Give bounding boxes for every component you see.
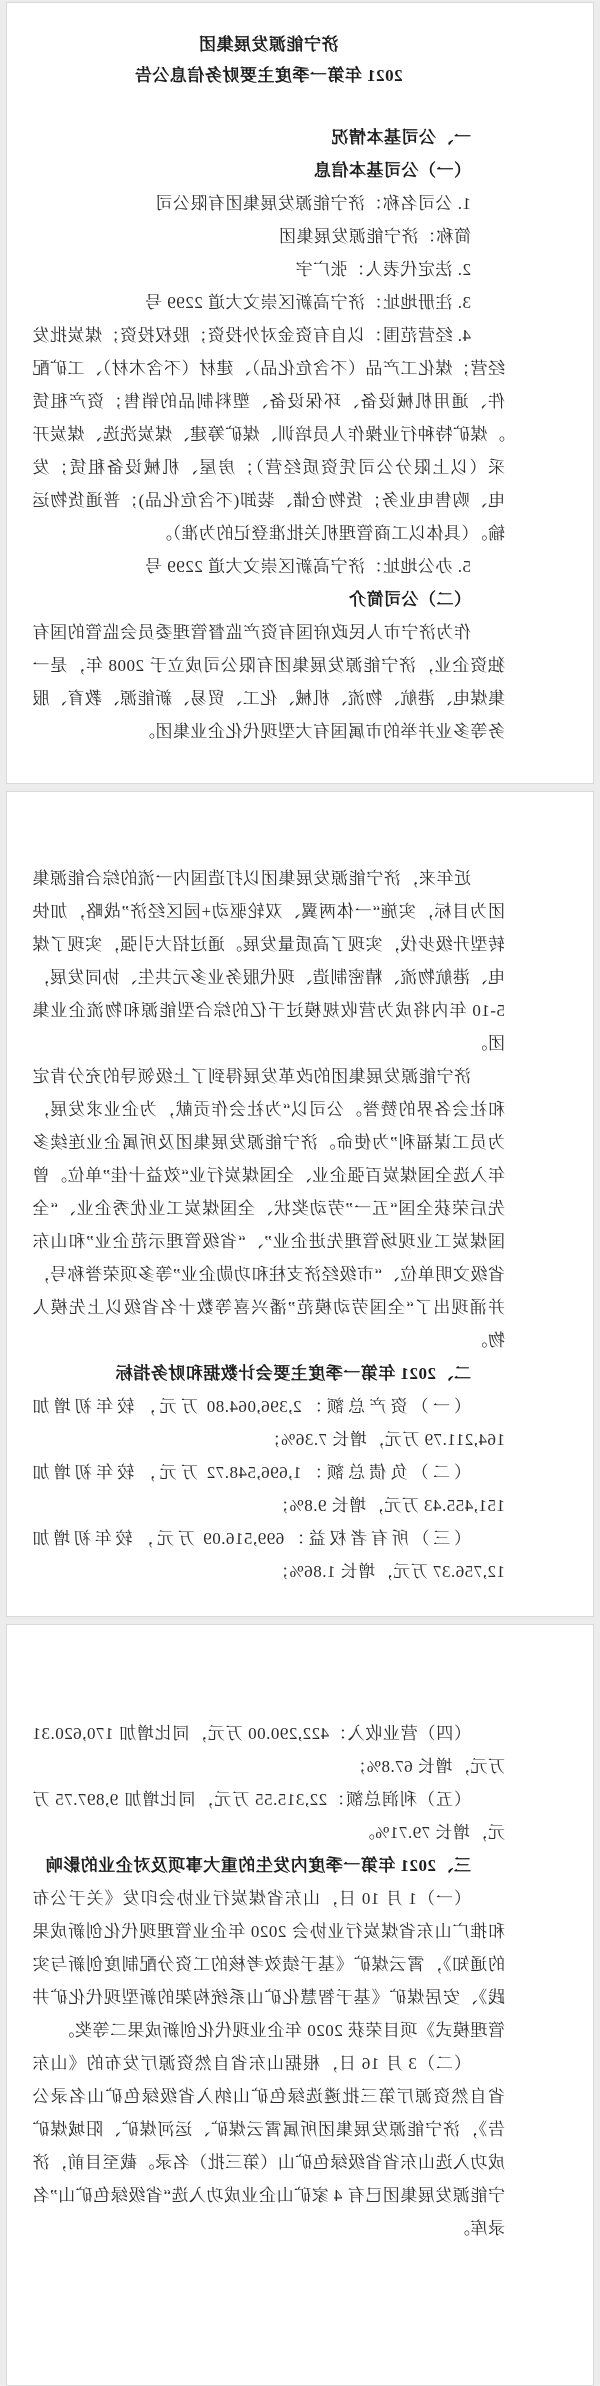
section-3-heading: 三、2021 年第一季度内发生的重大事项及对企业的影响 [45,1856,471,1875]
document-page-3 [6,1624,594,2386]
document-page-1 [6,2,594,784]
doc-title-line-1: 济宁能源发展集团 [198,35,339,54]
section-1-2-heading: （二）公司简介 [348,590,471,609]
company-short-name-line: 简称：济宁能源发展集团 [278,227,471,246]
major-event-1-para: （一）1 月 10 日，山东省煤炭行业协会印发《关于公布和推广山东省煤炭行业协会 2020 年企业管理现代化创新成果的通知》，霄云煤矿《基于绩效考核的工资分配制度创新与实践》、安居煤矿《基于智慧化矿山系统构架的新型现代化矿井管理模式》项目荣获 2020 年企业现代化创新成果二等奖。 [32,1889,505,2040]
company-name-line: 1. 公司名称：济宁能源发展集团有限公司 [155,194,471,213]
major-event-2-para: （二）3 月 16 日，根据山东省自然资源厅发布的《山东省自然资源厅第三批遴选绿色矿山纳入省级绿色矿山名录公告》，济宁能源发展集团所属霄云煤矿、运河煤矿、阳城煤矿成功入选山东省省级绿色矿山（第三批）名录。截至目前，济宁能源发展集团已有 4 家矿山企业成功入选“省级绿色矿山”名录库。 [32,2054,505,2238]
honors-overview-para: 济宁能源发展集团的改革发展得到了上级领导的充分肯定和社会各界的赞誉。公司以“为社会作贡献，为企业求发展，为员工谋福利”为使命。济宁能源发展集团及所属企业连续多年入选全国煤炭百强企业、全国煤炭行业“效益十佳”单位。曾先后荣获全国“五一”劳动奖状、全国煤炭工业优秀企业、“全国煤炭工业现场管理先进企业”、“省级管理示范企业”和山东省级文明单位、“市级经济支柱和功勋企业”等多项荣誉称号，并涌现出了“全国劳动模范”潘兴喜等数十名省级以上先模人物。 [32,1067,505,1350]
section-2-heading: 二、2021 年第一季度主要会计数据和财务指标 [115,1364,471,1383]
doc-title-line-2: 2021 年第一季度主要财务信息公告 [134,66,403,85]
section-1-heading: 一、公司基本情况 [331,128,471,147]
owners-equity-line: （三）所有者权益：699,516.09 万元，较年初增加12,756.37 万元，增长 1.86%； [32,1529,505,1581]
document-page-2 [6,791,594,1617]
title-gap [32,91,505,121]
company-profile-para: 作为济宁市人民政府国有资产监督管理委员会监管的国有独资企业，济宁能源发展集团有限公司成立于 2008 年，是一集煤电、港航、物流、机械、化工、贸易、新能源、教育、服务等多业并举的市属国有大型现代化企业集团。 [32,623,505,741]
legal-representative-line: 2. 法定代表人：张广宇 [295,260,471,279]
total-assets-line: （一）资产总额：2,396,064.80 万元，较年初增加164,211.79 万元，增长 7.36%； [32,1397,505,1449]
total-profit-line: （五）利润总额：22,315.55 万元，同比增加 9,897.75 万元，增长 79.71%。 [32,1790,505,1842]
registered-address-line: 3. 注册地址：济宁高新区崇文大道 2299 号 [144,293,471,312]
development-overview-para: 近年来，济宁能源发展集团以打造国内一流的综合能源集团为目标，实施“一体两翼、双轮驱动+园区经济”战略，加快转型升级步伐，实现了高质量发展。通过招大引强，实现了煤电、港航物流、精密制造、现代服务业多元共生、协同发展，5-10 年内将成为营收规模过千亿的综合型能源和物流企业集团。 [32,869,505,1053]
office-address-line: 5. 办公地址：济宁高新区崇文大道 2299 号 [144,557,471,576]
business-scope-line: 4. 经营范围：以自有资金对外投资；股权投资；煤炭批发经营；煤化工产品（不含危化品）、建材（不含木材）、工矿配件、通用机械设备、环保设备、塑料制品的销售；资产租赁 。煤矿特种行业操作人员培训、煤矿筹建、煤炭洗选、煤炭开采（以上限分公司凭资质经营）；房屋、机械设备租赁；发电、购售电业务；货物仓储、装卸(不含危化品)；普通货物运输。（具体以工商管理机关批准登记的为准）。 [32,326,505,543]
operating-revenue-line: （四）营业收入：422,290.00 万元，同比增加 170,620.31万元，增长 67.8%； [32,1724,505,1776]
section-1-1-heading: （一）公司基本信息 [313,161,471,180]
total-liabilities-line: （二）负债总额：1,696,548.72 万元，较年初增加151,455.43 万元，增长 9.8%； [32,1463,505,1515]
